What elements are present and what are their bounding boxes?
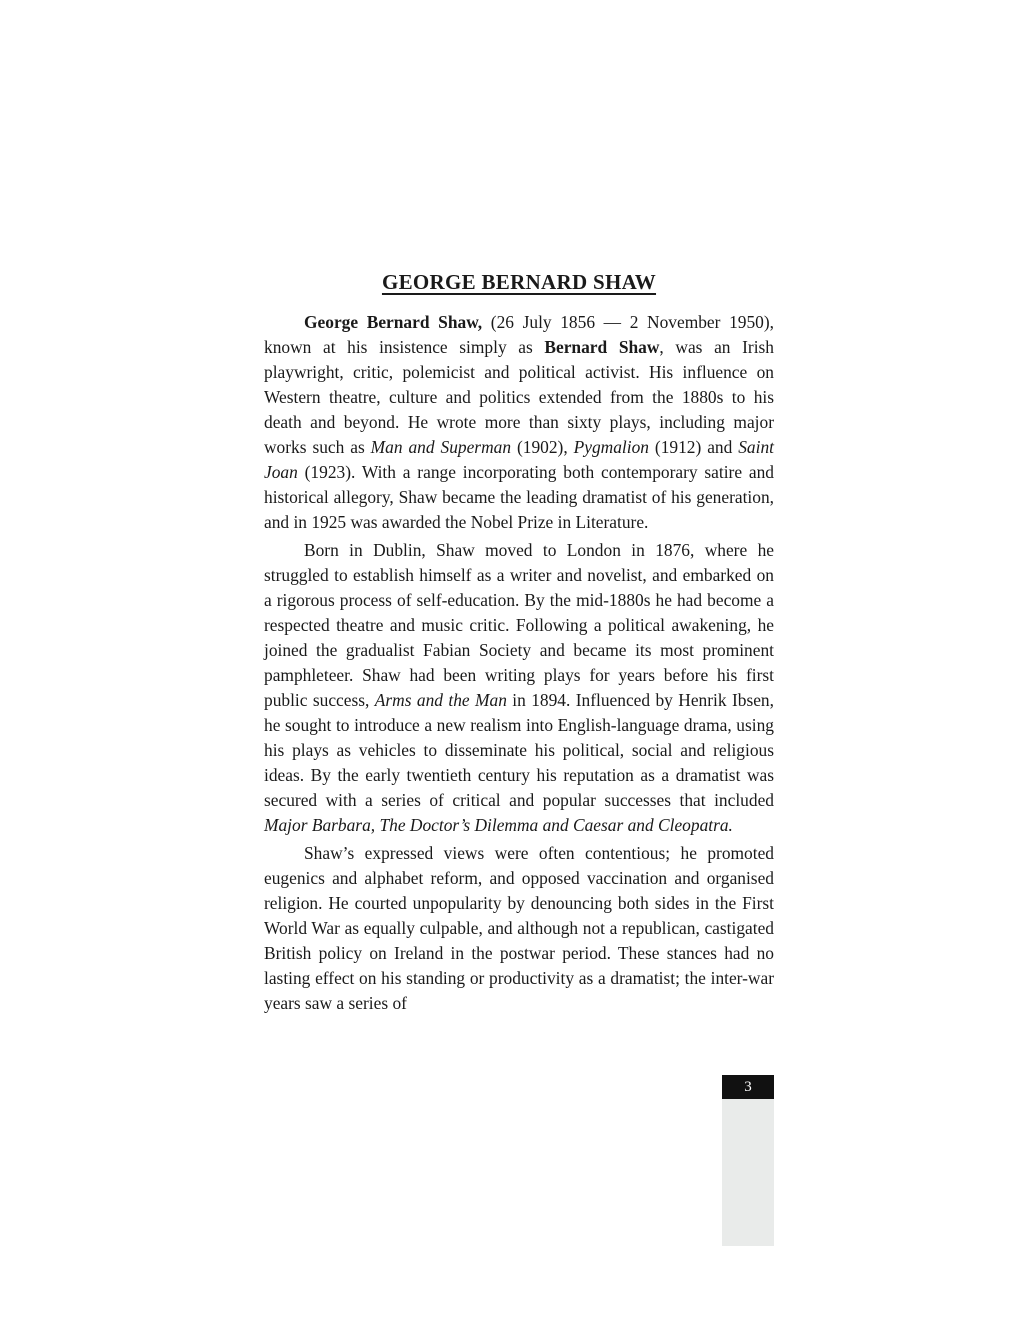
work-title: Saint Joan — [264, 437, 774, 482]
work-titles: Major Barbara, The Doctor’s Dilemma and Caesar and Cleopatra. — [264, 815, 733, 835]
page-title: GEORGE BERNARD SHAW — [381, 270, 657, 294]
page-number: 3 — [722, 1075, 774, 1099]
text-run: , was an Irish playwright, critic, polemicist and political activist. His influence on Western theatre, culture and politics extended from the 1880s to his death and beyond. He wrote more than sixty plays, including major works such as — [264, 337, 774, 457]
paragraph-1 — [264, 310, 774, 535]
work-title: Man and Superman — [370, 437, 512, 457]
page-edge-strip — [722, 1099, 774, 1246]
text-run: (26 July 1856 — 2 November 1950), known at his insistence simply as — [264, 312, 774, 357]
text-run: (1902), — [511, 437, 574, 457]
article-body — [264, 310, 774, 1019]
subject-short-name: Bernard Shaw — [544, 337, 660, 357]
text-run: Shaw’s expressed views were often contentious; he promoted eugenics and alphabet reform, and opposed vaccination and organised religion. He courted unpopularity by denouncing both sides in the First World War as equally culpable, and although not a republican, castigated British policy on Ireland in the postwar period. These stances had no lasting effect on his standing or productivity as a dramatist; the inter-war years saw a series of — [264, 843, 774, 1013]
subject-name: George Bernard Shaw, — [304, 312, 483, 332]
work-title: Pygmalion — [573, 437, 649, 457]
text-run: (1923). With a range incorporating both contemporary satire and historical allegory, Shaw became the leading dramatist of his generation, and in 1925 was awarded the Nobel Prize in Literature. — [264, 462, 774, 532]
text-run: in 1894. Influenced by Henrik Ibsen, he sought to introduce a new realism into English-language drama, using his plays as vehicles to disseminate his political, social and religious ideas. By the early twentieth century his reputation as a dramatist was secured with a series of critical and popular successes that included — [264, 690, 774, 810]
paragraph-3 — [264, 841, 774, 1016]
text-run: (1912) and — [648, 437, 739, 457]
work-title: Arms and the Man — [374, 690, 507, 710]
paragraph-2 — [264, 538, 774, 838]
text-run: Born in Dublin, Shaw moved to London in 1876, where he struggled to establish himself as a writer and novelist, and embarked on a rigorous process of self-education. By the mid-1880s he had become a respected theatre and music critic. Following a political awakening, he joined the gradualist Fabian Society and became its most prominent pamphleteer. Shaw had been writing plays for years before his first public success, — [264, 540, 774, 710]
